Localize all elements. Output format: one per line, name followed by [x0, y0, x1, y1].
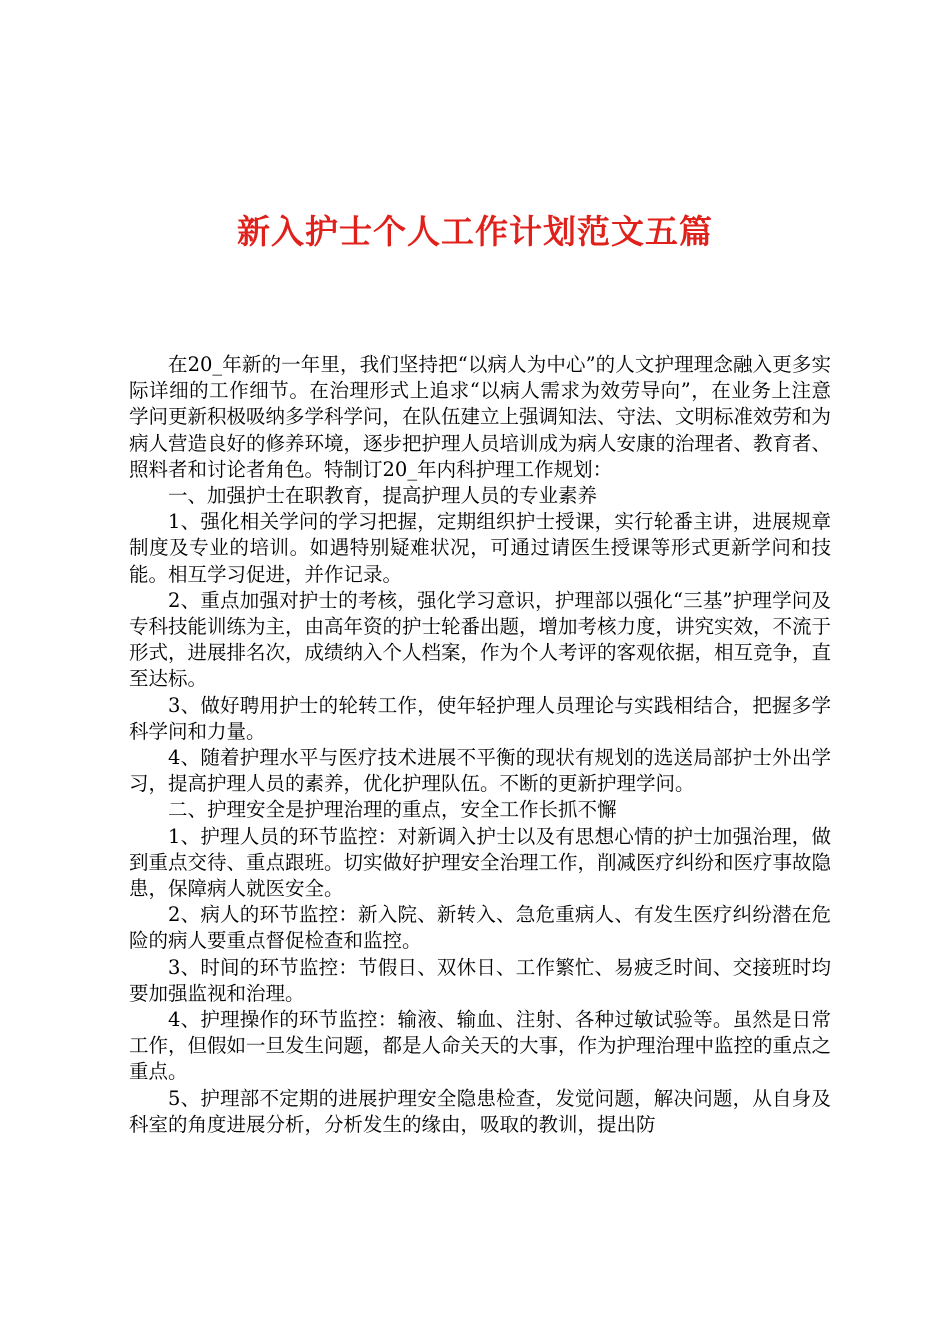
paragraph-1-2: 2、重点加强对护士的考核，强化学习意识，护理部以强化“三基”护理学问及专科技能训练为主，由高年资的护士轮番出题，增加考核力度，讲究实效，不流于形式，进展排名次，成绩纳入个人档案，作为个人考评的客观依据，相互竞争，直至达标。: [129, 588, 832, 691]
paragraph-2-1: 1、护理人员的环节监控：对新调入护士以及有思想心情的护士加强治理，做到重点交待、重点跟班。切实做好护理安全治理工作，削减医疗纠纷和医疗事故隐患，保障病人就医安全。: [129, 824, 832, 901]
section-heading-1: 一、加强护士在职教育，提高护理人员的专业素养: [168, 484, 598, 508]
paragraph-2-5: 5、护理部不定期的进展护理安全隐患检查，发觉问题，解决问题，从自身及科室的角度进展分析，分析发生的缘由，吸取的教训，提出防: [129, 1086, 831, 1136]
paragraph-2-4: 4、护理操作的环节监控：输液、输血、注射、各种过敏试验等。虽然是日常工作，但假如一旦发生问题，都是人命关天的大事，作为护理治理中监控的重点之重点。: [129, 1008, 832, 1084]
paragraph-1-4: 4、随着护理水平与医疗技术进展不平衡的现状有规划的选送局部护士外出学习，提高护理人员的素养，优化护理队伍。不断的更新护理学问。: [129, 746, 831, 796]
paragraph-intro: 在20_年新的一年里，我们坚持把“以病人为中心”的人文护理理念融入更多实际详细的工作细节。在治理形式上追求“以病人需求为效劳导向”，在业务上注意学问更新积极吸纳多学科学问，在队伍建立上强调知法、守法、文明标准效劳和为病人营造良好的修养环境，逐步把护理人员培训成为病人安康的治理者、教育者、照料者和讨论者角色。特制订20_年内科护理工作规划：: [129, 353, 832, 481]
paragraph-2-3: 3、时间的环节监控：节假日、双休日、工作繁忙、易疲乏时间、交接班时均要加强监视和治理。: [129, 955, 831, 1005]
paragraph-1-3: 3、做好聘用护士的轮转工作，使年轻护理人员理论与实践相结合，把握多学科学问和力量。: [129, 693, 831, 743]
section-heading-2: 二、护理安全是护理治理的重点，安全工作长抓不懈: [168, 798, 617, 822]
paragraph-1-1: 1、强化相关学问的学习把握，定期组织护士授课，实行轮番主讲，进展规章制度及专业的培训。如遇特别疑难状况，可通过请医生授课等形式更新学问和技能。相互学习促进，并作记录。: [129, 510, 831, 586]
document-title: 新入护士个人工作计划范文五篇: [237, 212, 713, 251]
document-body: [129, 352, 831, 1138]
paragraph-2-2: 2、病人的环节监控：新入院、新转入、急危重病人、有发生医疗纠纷潜在危险的病人要重点督促检查和监控。: [129, 903, 831, 953]
